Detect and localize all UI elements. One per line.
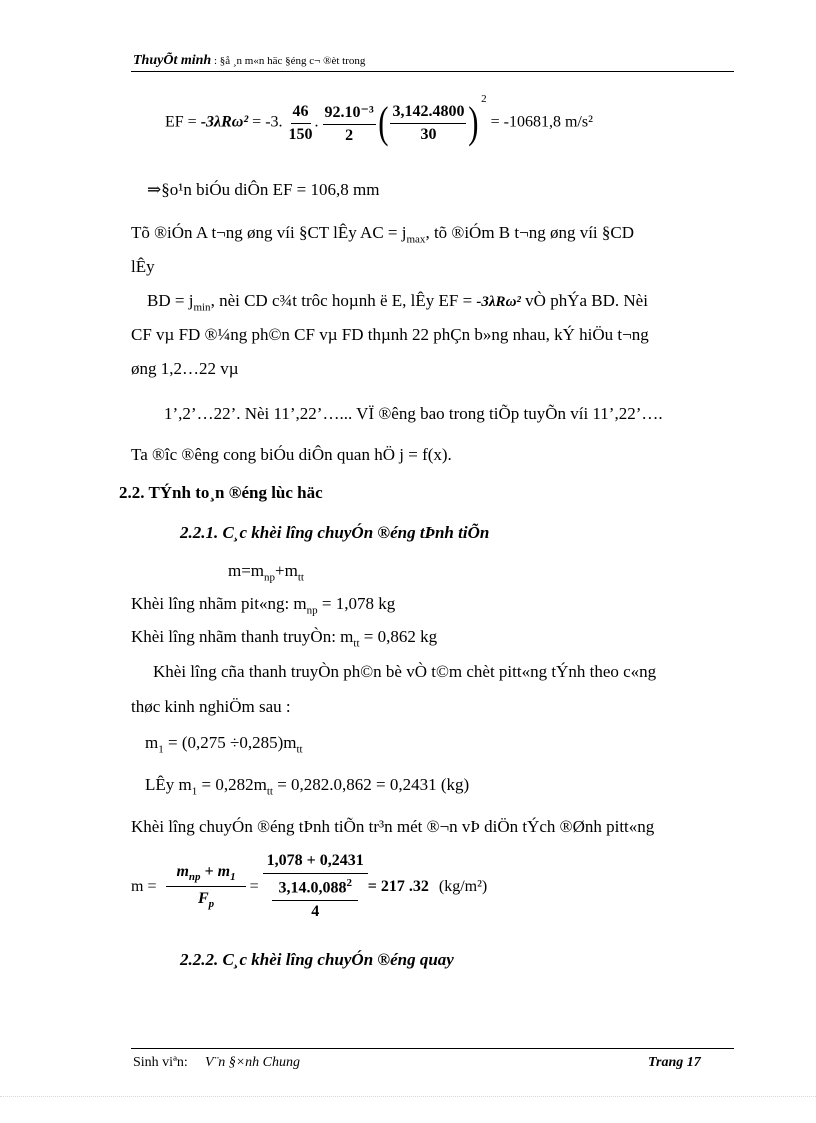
- line-construction-1: Tõ ®iÓn A t¬ng øng víi §CT lÊy AC = $j_{max}$, tõ ®iÓm B t¬ng øng víi §CD: [131, 223, 635, 246]
- eq1-fraction-2: $\frac{\text{92.10⁻³}}{2}$: [324, 103, 374, 144]
- rod-distribution-line-2: thøc kinh nghiÖm sau :: [131, 697, 291, 716]
- footer-rule: [131, 1048, 734, 1049]
- header-title: ThuyÕt minh: [133, 53, 212, 68]
- eq1-fraction-1: $\frac{46}{150}$: [288, 102, 313, 143]
- equation-ef: EF = -3λRω² = -3. $\frac{46}{150}$ . $\frac{\text{92.10⁻³}}{2}$ ( $\frac{3,142.4800}{30}$ ) $^2$ = -10681,8 m/s²: [165, 93, 593, 147]
- left-paren: (: [377, 98, 389, 147]
- equation-m: m = $\frac{m_{np} + m_1}{F_p}$ = $\frac{1,078 + 0,2431}{\frac{3,14.0,088^2}{4}}$ = 217 .32 (kg/m²): [131, 852, 488, 921]
- line-construction-2: lÊy: [131, 257, 155, 276]
- eq1-fraction-3: $\frac{3,142.4800}{30}$: [392, 102, 465, 143]
- footer-page-number: Trang 17: [648, 1055, 701, 1070]
- eq2-fraction-symbolic: $\frac{m_{np} + m_1}{F_p}$: [166, 863, 245, 910]
- header-rule: [131, 71, 734, 72]
- mass-per-area-line: Khèi lîng chuyÓn ®éng tÞnh tiÕn tr³n mét ®¬n vÞ diÖn tÝch ®Ønh pitt«ng: [131, 817, 655, 836]
- line-construction-7: Ta ®îc ®êng cong biÓu diÔn quan hÖ j = f(x).: [131, 445, 452, 464]
- rod-mass-line: Khèi lîng nhãm thanh truyÒn: $m_{tt} = 0,862$ kg: [131, 627, 438, 650]
- right-paren: ): [468, 98, 479, 147]
- eq1-bold-term: -3λRω²: [200, 113, 249, 131]
- line-ef-length: ⇒§o¹n biÓu diÔn EF = 106,8 mm: [147, 180, 380, 199]
- piston-mass-line: Khèi lîng nhãm pit«ng: $m_{np} = 1,078$ kg: [131, 594, 396, 617]
- page-bottom-dotted-edge: [0, 1096, 816, 1097]
- mass-formula: $m=m_{np}+m_{tt}$: [228, 561, 304, 584]
- eq2-fraction-numeric: $\frac{1,078 + 0,2431}{\frac{3,14.0,088^2}{4}}$: [263, 852, 368, 921]
- subsection-heading-1: 2.2.1. C¸c khèi lîng chuyÓn ®éng tÞnh tiÕn: [180, 523, 490, 542]
- page-header: [133, 53, 365, 69]
- m1-value-line: LÊy $m_1 = 0,282m_{tt} = 0,282.0,862 = 0,2431$ (kg): [145, 775, 470, 798]
- section-heading: 2.2. TÝnh to¸n ®éng lùc häc: [119, 483, 323, 502]
- eq2-result: = 217 .32: [367, 877, 429, 895]
- footer-student-name: V¨n §×nh Chung: [205, 1055, 300, 1070]
- footer-student-label: Sinh viªn:: [133, 1055, 188, 1070]
- rod-distribution-line-1: Khèi lîng cña thanh truyÒn ph©n bè vÒ t©m chèt pitt«ng tÝnh theo c«ng: [153, 662, 657, 681]
- line-construction-5: øng 1,2…22 vµ: [131, 359, 239, 378]
- eq2-unit: (kg/m²): [438, 877, 488, 895]
- m1-formula: $m_1 = (0,275 \div 0,285)m_{tt}$: [145, 733, 303, 756]
- line-construction-3: BD = $j_{min}$, nèi CD c¾t trôc hoµnh ë E, lÊy EF = -3λRω² vÒ phÝa BD. Nèi: [147, 291, 648, 314]
- subsection-heading-2: 2.2.2. C¸c khèi lîng chuyÓn ®éng quay: [180, 950, 454, 969]
- line-construction-4: CF vµ FD ®¼ng ph©n CF vµ FD thµnh 22 phÇn b»ng nhau, kÝ hiÖu t¬ng: [131, 325, 649, 344]
- line-construction-6: 1’,2’…22’. Nèi 11’,22’…... VÏ ®êng bao trong tiÕp tuyÕn víi 11’,22’….: [164, 404, 663, 423]
- header-subtitle: : §å ¸n m«n häc §éng c¬ ®èt trong: [211, 55, 366, 67]
